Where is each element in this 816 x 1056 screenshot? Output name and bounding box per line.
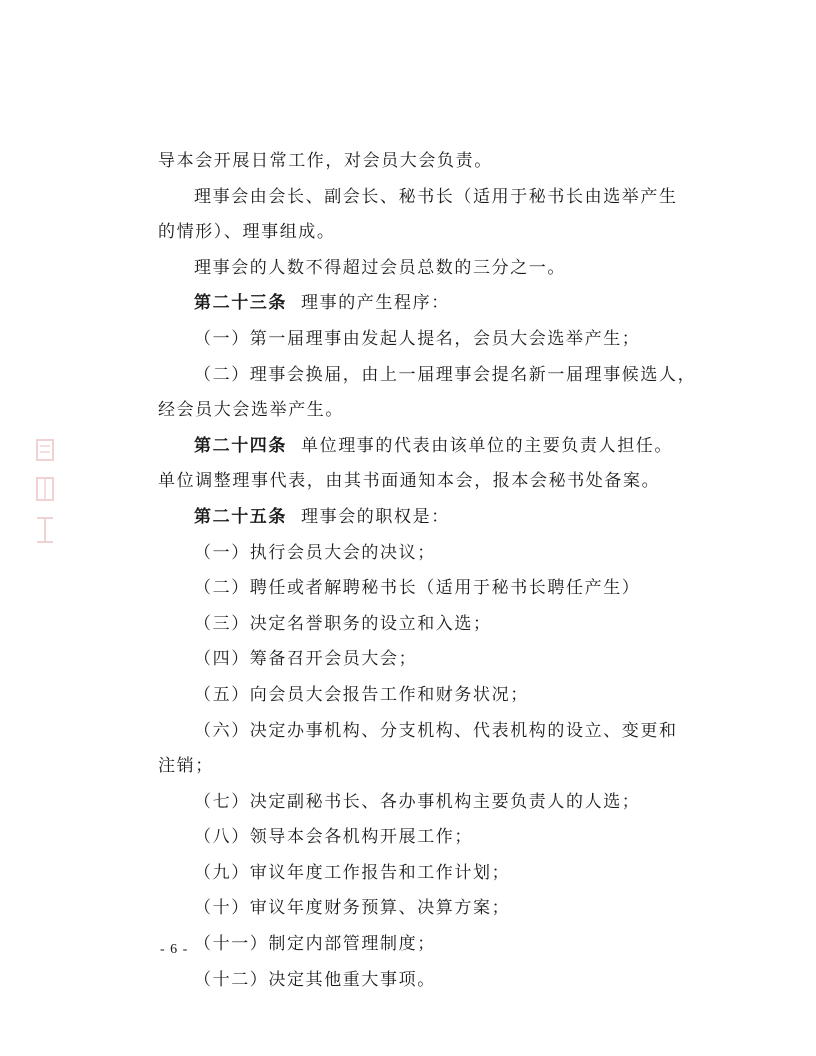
article-text: 理事会的职权是： bbox=[301, 506, 450, 527]
list-item: （十二）决定其他重大事项。 bbox=[194, 969, 436, 990]
text-line: 经会员大会选举产生。 bbox=[158, 400, 344, 421]
article-heading: 第二十四条 bbox=[194, 435, 287, 456]
list-item: （二）理事会换届，由上一届理事会提名新一届理事候选人， bbox=[194, 364, 697, 385]
paragraph-council-size: 理事会的人数不得超过会员总数的三分之一。 bbox=[194, 257, 566, 278]
text-line: 导本会开展日常工作，对会员大会负责。 bbox=[158, 151, 493, 171]
list-item: （十一）制定内部管理制度； bbox=[194, 934, 436, 955]
text-line: 的情形）、理事组成。 bbox=[158, 222, 336, 243]
list-item: （六）决定办事机构、分支机构、代表机构的设立、变更和 bbox=[194, 720, 678, 741]
paragraph-council-composition: 理事会由会长、副会长、秘书长（适用于秘书长由选举产生 bbox=[194, 186, 678, 207]
article-23 bbox=[158, 286, 678, 322]
list-item: （一）执行会员大会的决议； bbox=[194, 542, 436, 563]
list-item: （五）向会员大会报告工作和财务状况； bbox=[194, 684, 529, 705]
document-body bbox=[158, 144, 697, 998]
list-item: （一）第一届理事由发起人提名，会员大会选举产生； bbox=[194, 328, 641, 349]
list-item: （七）决定副秘书长、各办事机构主要负责人的人选； bbox=[194, 791, 641, 812]
article-24 bbox=[158, 429, 678, 465]
article-25 bbox=[158, 500, 678, 536]
text-line: 单位调整理事代表，由其书面通知本会，报本会秘书处备案。 bbox=[158, 471, 661, 492]
article-text: 单位理事的代表由该单位的主要负责人担任。 bbox=[301, 435, 673, 456]
list-item: （四）筹备召开会员大会； bbox=[194, 649, 418, 670]
article-text: 理事的产生程序： bbox=[301, 293, 450, 314]
list-item: （三）决定名誉职务的设立和入选； bbox=[194, 613, 492, 634]
article-heading: 第二十三条 bbox=[194, 293, 287, 314]
list-item: （二）聘任或者解聘秘书长（适用于秘书长聘任产生） bbox=[194, 578, 641, 599]
text-line: 注销； bbox=[158, 756, 214, 777]
article-heading: 第二十五条 bbox=[194, 506, 287, 527]
list-item: （八）领导本会各机构开展工作； bbox=[194, 827, 473, 848]
list-item: （九）审议年度工作报告和工作计划； bbox=[194, 862, 511, 883]
seal-stamp-fragment bbox=[34, 438, 56, 548]
page-number: - 6 - bbox=[160, 942, 189, 957]
list-item: （十）审议年度财务预算、决算方案； bbox=[194, 898, 511, 919]
